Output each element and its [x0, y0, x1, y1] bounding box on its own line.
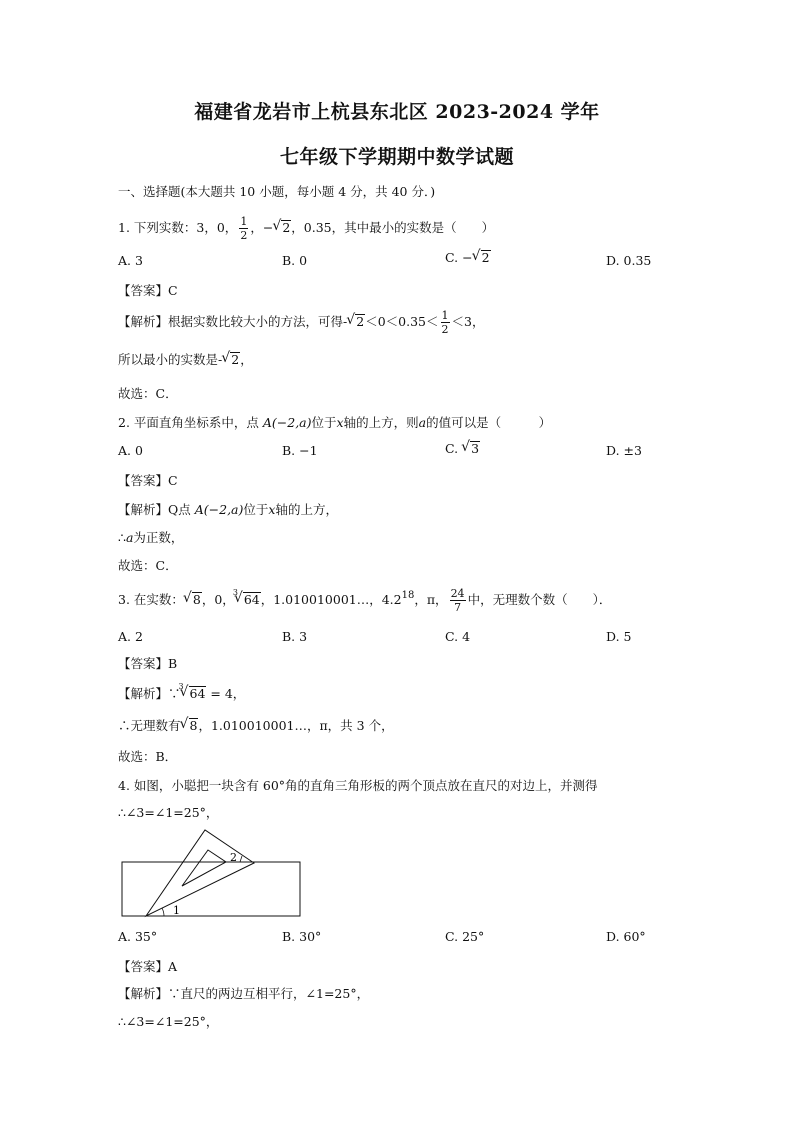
- q3-reason-text1: ∴无理数有: [118, 718, 181, 733]
- q2-option-c-prefix: C.: [445, 441, 463, 456]
- question-2: [118, 413, 551, 431]
- q1-conclusion-rad: 2: [231, 352, 240, 367]
- q2-analysis-label: 【解析】: [118, 502, 169, 517]
- q1-tail: ，0.35，其中最小的实数是（ ）: [291, 220, 495, 235]
- q4-analysis-text: ∵直尺的两边互相平行，∠1=25°，: [168, 986, 370, 1001]
- q3-sqrt8: [184, 592, 202, 607]
- q3-rad8: 8: [192, 592, 201, 607]
- q1-sep: ，: [250, 220, 263, 235]
- q2-mid: 位于: [311, 415, 337, 430]
- question-1: [118, 216, 494, 241]
- q4-option-b: B. 30°: [282, 929, 322, 944]
- q1-option-c-sqrt: [473, 250, 491, 265]
- q2-analysis-text3: 轴的上方，: [275, 502, 338, 517]
- q2-var: a: [418, 415, 427, 430]
- q2-option-c-sqrt: [462, 441, 480, 456]
- q3-option-c: C. 4: [445, 629, 471, 644]
- q2-option-d: D. ±3: [606, 443, 642, 458]
- q1-conclusion-tail: ，: [240, 352, 253, 367]
- q2-option-c-rad: 3: [471, 441, 480, 456]
- q3-reason: [118, 716, 394, 734]
- angle-label-1: 1: [173, 904, 180, 917]
- q2-choose: 故选：C．: [118, 558, 178, 573]
- q1-conclusion-sqrt: [222, 352, 240, 367]
- q3-lead: 3. 在实数：: [118, 592, 184, 607]
- q4-analysis: [118, 984, 369, 1002]
- q3-seq: ，1.010010001…，4.2: [260, 592, 402, 607]
- q2-option-c: [445, 441, 480, 456]
- q3-frac-num: 24: [450, 587, 465, 600]
- q1-analysis-text3: ＜3，: [451, 314, 485, 329]
- q1-conclusion: [118, 350, 253, 368]
- q1-rad: 2: [282, 220, 291, 235]
- q1-option-c-prefix: C.: [445, 250, 463, 265]
- q2-tail: 轴的上方，则: [343, 415, 419, 430]
- q3-analysis-label: 【解析】: [118, 686, 169, 701]
- q3-analysis-eq: = 4，: [206, 686, 246, 701]
- q2-reason-var: a: [125, 530, 134, 545]
- q3-cbrt-idx: √ 3: [232, 588, 238, 597]
- q2-analysis-text2: 位于: [243, 502, 269, 517]
- angle-2-mark: [240, 856, 242, 862]
- q3-answer: 【答案】B: [118, 656, 178, 671]
- q1-option-a: A. 3: [118, 253, 143, 268]
- q2-axis: x: [336, 415, 344, 430]
- q1-option-c: [445, 250, 491, 265]
- page-subtitle: 七年级下学期期中数学试题: [279, 146, 514, 168]
- q1-choose: 故选：C．: [118, 386, 178, 401]
- q4-answer: 【答案】A: [118, 959, 178, 974]
- q1-answer: 【答案】C: [118, 283, 178, 298]
- q2-analysis: [118, 500, 338, 518]
- q1-analysis-text1: 根据实数比较大小的方法，可得-: [168, 314, 348, 329]
- q1-analysis-frac-den: 2: [441, 323, 449, 336]
- q3-option-b: B. 3: [282, 629, 308, 644]
- q1-conclusion-text: 所以最小的实数是-: [118, 352, 223, 367]
- q4-reason: ∴∠3=∠1=25°，: [118, 1014, 219, 1029]
- q3-analysis-cbrt-idx: √ 3: [178, 682, 184, 691]
- q4-figure: [118, 826, 308, 921]
- q1-option-c-rad: 2: [481, 250, 490, 265]
- q1-analysis-label: 【解析】: [118, 314, 169, 329]
- q2-analysis-point: A(−2,a): [194, 502, 244, 517]
- q3-fraction: [450, 588, 466, 613]
- angle-label-2: 2: [230, 851, 237, 864]
- q2-reason-sym: ∴: [118, 530, 126, 545]
- q1-analysis-frac: [441, 310, 450, 335]
- angle-1-arc: [162, 908, 164, 916]
- q3-cbrt-rad: 64: [243, 592, 260, 607]
- triangle-inner: [182, 850, 226, 886]
- q1-frac-den: 2: [240, 229, 248, 242]
- q1-lead: 1. 下列实数：3，0，: [118, 220, 238, 235]
- triangle-outer: [146, 830, 254, 916]
- q1-analysis-sqrt: [347, 314, 365, 329]
- q1-option-d: D. 0.35: [606, 253, 652, 268]
- q3-analysis-cbrt-rad: 64: [189, 686, 206, 701]
- q1-neg: −: [262, 220, 274, 235]
- q2-analysis-axis: x: [268, 502, 276, 517]
- q1-sqrt: [273, 220, 291, 235]
- q2-option-b: B. −1: [282, 443, 318, 458]
- q2-reason: [118, 528, 183, 546]
- q3-reason-rad: 8: [189, 718, 198, 733]
- q4-option-d: D. 60°: [606, 929, 646, 944]
- q1-analysis-frac-num: 1: [441, 309, 449, 322]
- q1-option-b: B. 0: [282, 253, 308, 268]
- q3-pi: ，π，: [414, 592, 448, 607]
- q3-repeating-digits: 18: [401, 590, 415, 601]
- q3-tail: 中，无理数个数（ ）．: [467, 592, 612, 607]
- q3-option-a: A. 2: [118, 629, 143, 644]
- question-4-line2: ∴∠3=∠1=25°，: [118, 805, 219, 820]
- q2-answer: 【答案】C: [118, 473, 178, 488]
- q3-analysis: [118, 684, 245, 702]
- question-3: [118, 588, 611, 613]
- q2-point: A(−2,a): [262, 415, 312, 430]
- q2-analysis-text1: 点: [178, 502, 195, 517]
- question-4-line1: 4. 如图，小聪把一块含有 60°角的直角三角形板的两个顶点放在直尺的对边上，并测得: [118, 778, 598, 793]
- section-heading: 一、选择题(本大题共 10 小题，每小题 4 分，共 40 分．): [118, 184, 436, 199]
- q2-reason-text: 为正数，: [133, 530, 184, 545]
- q1-fraction: [239, 216, 248, 241]
- q3-analysis-sym: ∵: [168, 686, 181, 701]
- page-title: 福建省龙岩市上杭县东北区 2023-2024 学年: [194, 101, 600, 123]
- q4-option-a: A. 35°: [118, 929, 158, 944]
- q4-analysis-label: 【解析】: [118, 986, 169, 1001]
- q3-cbrt: [232, 588, 261, 607]
- q2-analysis-sym: Q: [168, 502, 179, 517]
- q1-analysis: [118, 310, 484, 335]
- q2-lead: 2. 平面直角坐标系中，点: [118, 415, 263, 430]
- q3-sep: ，0，: [201, 592, 235, 607]
- q1-frac-num: 1: [240, 215, 248, 228]
- q2-tail2: 的值可以是（ ）: [426, 415, 552, 430]
- q3-reason-text2: ，1.010010001…，π，共 3 个，: [198, 718, 394, 733]
- q3-analysis-cbrt: [178, 682, 207, 701]
- q1-analysis-rad: 2: [356, 314, 365, 329]
- q2-option-a: A. 0: [118, 443, 143, 458]
- q3-option-d: D. 5: [606, 629, 632, 644]
- q4-option-c: C. 25°: [445, 929, 485, 944]
- q3-choose: 故选：B．: [118, 749, 178, 764]
- q1-option-c-neg: −: [462, 250, 473, 265]
- q3-reason-sqrt: [181, 718, 199, 733]
- q3-frac-den: 7: [454, 601, 462, 614]
- q1-analysis-text2: ＜0＜0.35＜: [365, 314, 439, 329]
